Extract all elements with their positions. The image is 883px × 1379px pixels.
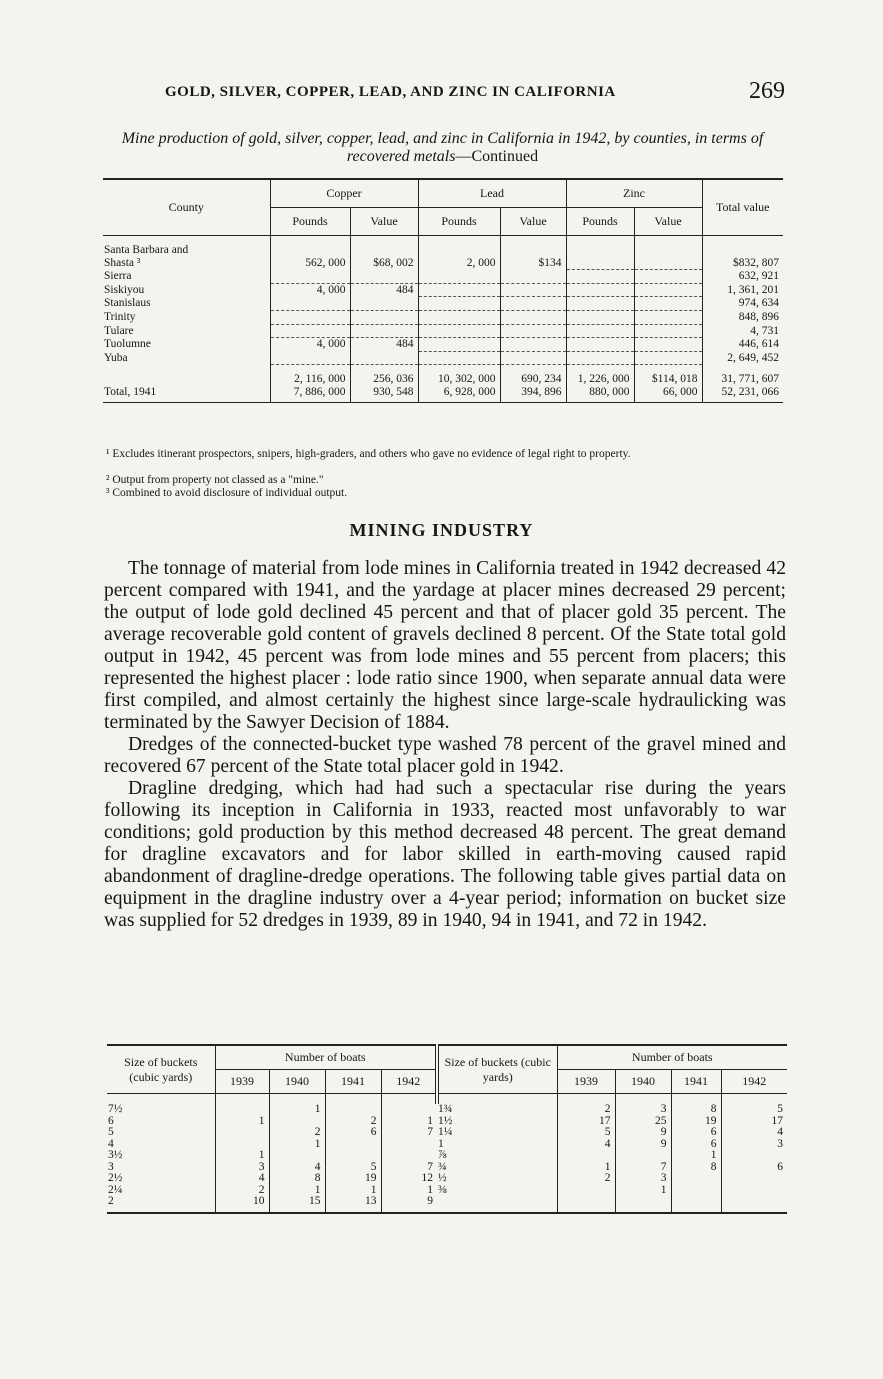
value-cell: $114, 018 [634, 373, 702, 386]
bucket-size-cell: ⅞ [438, 1149, 447, 1161]
caption-text: Mine production of gold, silver, copper, lead, and zinc in California in 1942, by counties, in terms of recovered metals [121, 130, 764, 165]
header-pounds: Pounds [270, 208, 350, 236]
boat-count-cell: 4 [557, 1139, 615, 1151]
running-head [165, 78, 785, 104]
value-cell [634, 297, 702, 311]
boat-count-cell: 1 [215, 1116, 269, 1128]
boat-count-cell: 12 [381, 1173, 437, 1185]
value-cell [350, 244, 418, 257]
value-cell [702, 244, 783, 257]
bucket-size-cell: 4 [108, 1137, 114, 1150]
value-cell [350, 351, 418, 365]
boat-count-cell: 15 [269, 1196, 325, 1213]
value-cell [500, 297, 566, 311]
table-row [107, 1139, 787, 1151]
section-title: MINING INDUSTRY [349, 520, 534, 540]
paragraph: Dredges of the connected-bucket type washed 78 percent of the gravel mined and recovered 67 percent of the State total placer gold in 1942. [104, 734, 786, 777]
header-year: 1942 [381, 1070, 437, 1094]
bucket-size-cell: 2½ [108, 1172, 123, 1184]
value-cell: $134 [500, 257, 566, 270]
bucket-size-cell: 2 [107, 1196, 215, 1213]
header-year: 1940 [615, 1070, 671, 1094]
value-cell [634, 270, 702, 284]
header-value: Value [500, 208, 566, 236]
dragline-table-body [107, 1094, 787, 1213]
header-pounds: Pounds [418, 208, 500, 236]
boat-count-cell [381, 1104, 437, 1116]
value-cell [500, 351, 566, 365]
boat-count-cell: 1 [215, 1150, 269, 1162]
table-row [107, 1127, 787, 1139]
bucket-size-cell: 3½ [108, 1149, 123, 1161]
table-row [103, 257, 783, 270]
boat-count-cell: 1 [381, 1185, 437, 1197]
header-year: 1942 [721, 1070, 787, 1094]
bucket-size-cell [437, 1196, 557, 1213]
header-lead: Lead [418, 179, 566, 208]
value-cell [634, 324, 702, 338]
value-cell: 2, 116, 000 [270, 373, 350, 386]
boat-count-cell: 6 [325, 1127, 381, 1139]
value-cell [418, 324, 500, 338]
bucket-size-cell: 2¼ [108, 1183, 123, 1196]
boat-count-cell: 6 [671, 1139, 721, 1151]
value-cell [418, 338, 500, 352]
boat-count-cell: 7 [615, 1162, 671, 1174]
value-cell [634, 244, 702, 257]
value-cell: $832, 807 [702, 257, 783, 270]
boat-count-cell [721, 1150, 787, 1162]
boat-count-cell: 8 [671, 1162, 721, 1174]
header-value: Value [350, 208, 418, 236]
boat-count-cell: 3 [721, 1139, 787, 1151]
boat-count-cell [557, 1196, 615, 1213]
value-cell [566, 338, 634, 352]
footnote-3: ³ Combined to avoid disclosure of individual output. [106, 487, 348, 499]
value-cell [566, 324, 634, 338]
header-pounds: Pounds [566, 208, 634, 236]
value-cell: 2, 000 [418, 257, 500, 270]
header-year: 1939 [215, 1070, 269, 1094]
boat-count-cell [381, 1139, 437, 1151]
value-cell [270, 310, 350, 324]
caption-suffix: —Continued [455, 148, 539, 165]
county-cell: Tulare [104, 324, 134, 337]
value-cell: 484 [350, 283, 418, 297]
header-year: 1941 [325, 1070, 381, 1094]
value-cell: 52, 231, 066 [702, 386, 783, 402]
footnote-1: ¹ Excludes itinerant prospectors, snipers, high-graders, and others who gave no evidence of legal right to property. [106, 448, 631, 460]
value-cell: 690, 234 [500, 373, 566, 386]
value-cell [566, 297, 634, 311]
table-row [107, 1196, 787, 1213]
value-cell [634, 283, 702, 297]
boat-count-cell: 3 [615, 1104, 671, 1116]
county-cell: Total, 1941 [103, 386, 270, 402]
value-cell: 10, 302, 000 [418, 373, 500, 386]
boat-count-cell: 2 [557, 1104, 615, 1116]
boat-count-cell: 5 [557, 1127, 615, 1139]
running-head-title: GOLD, SILVER, COPPER, LEAD, AND ZINC IN CALIFORNIA [165, 84, 616, 100]
value-cell [418, 351, 500, 365]
header-county: County [103, 179, 270, 236]
boat-count-cell: 25 [615, 1116, 671, 1128]
boat-count-cell: 4 [269, 1162, 325, 1174]
boat-count-cell [721, 1173, 787, 1185]
value-cell [500, 270, 566, 284]
value-cell [418, 297, 500, 311]
boat-count-cell [721, 1196, 787, 1213]
boat-count-cell: 17 [557, 1116, 615, 1128]
bucket-size-cell: 1¼ [438, 1126, 453, 1138]
boat-count-cell: 4 [215, 1173, 269, 1185]
boat-count-cell [557, 1185, 615, 1197]
bucket-size-cell: 5 [108, 1126, 114, 1138]
boat-count-cell [671, 1173, 721, 1185]
boat-count-cell: 1 [269, 1104, 325, 1116]
boat-count-cell [615, 1150, 671, 1162]
boat-count-cell: 5 [721, 1104, 787, 1116]
value-cell [634, 338, 702, 352]
boat-count-cell [615, 1196, 671, 1213]
value-cell: 2, 649, 452 [702, 351, 783, 365]
value-cell: 4, 000 [270, 283, 350, 297]
value-cell: 4, 000 [270, 338, 350, 352]
boat-count-cell [269, 1150, 325, 1162]
value-cell [566, 270, 634, 284]
table-row [103, 310, 783, 324]
county-cell: Stanislaus [104, 297, 151, 310]
boat-count-cell [215, 1127, 269, 1139]
value-cell: 848, 896 [702, 310, 783, 324]
value-cell [418, 283, 500, 297]
value-cell [270, 244, 350, 257]
header-bucket-size: Size of buckets (cubic yards) [107, 1045, 215, 1094]
value-cell: 484 [350, 338, 418, 352]
boat-count-cell: 9 [615, 1139, 671, 1151]
county-cell: Siskiyou [104, 283, 145, 296]
bucket-size-cell: 1¾ [438, 1103, 453, 1115]
boat-count-cell: 8 [671, 1104, 721, 1116]
value-cell: 1, 361, 201 [702, 283, 783, 297]
boat-count-cell [381, 1150, 437, 1162]
paragraph: Dragline dredging, which had had such a spectacular rise during the years following its inception in California in 1933, reacted most unfavorably to war conditions; gold production by this method decreased 48 percent. The great demand for dragline excavators and for labor skilled in earth-moving caused rapid abandonment of dragline-dredge operations. The following table gives partial data on equipment in the dragline industry over a 4-year period; information on bucket size was supplied for 52 dredges in 1939, 89 in 1940, 94 in 1941, and 72 in 1942. [104, 778, 786, 931]
bucket-size-cell: 1 [438, 1137, 444, 1150]
value-cell [418, 270, 500, 284]
footnote-2: ² Output from property not classed as a "mine." [106, 474, 324, 486]
value-cell: 1, 226, 000 [566, 373, 634, 386]
header-copper: Copper [270, 179, 418, 208]
boat-count-cell [325, 1150, 381, 1162]
boat-count-cell: 7 [381, 1127, 437, 1139]
value-cell [350, 270, 418, 284]
table-row [107, 1150, 787, 1162]
boat-count-cell: 9 [615, 1127, 671, 1139]
boat-count-cell [215, 1104, 269, 1116]
boat-count-cell: 2 [557, 1173, 615, 1185]
boat-count-cell: 19 [325, 1173, 381, 1185]
boat-count-cell [721, 1185, 787, 1197]
table-row [107, 1104, 787, 1116]
county-cell: Shasta ³ [104, 256, 141, 269]
boat-count-cell: 1 [671, 1150, 721, 1162]
header-zinc: Zinc [566, 179, 702, 208]
total-row [103, 373, 783, 386]
boat-count-cell: 6 [671, 1127, 721, 1139]
county-cell: Sierra [104, 270, 132, 283]
value-cell [634, 351, 702, 365]
header-total-value: Total value [702, 179, 783, 236]
boat-count-cell: 1 [615, 1185, 671, 1197]
boat-count-cell: 10 [215, 1196, 269, 1213]
value-cell [270, 270, 350, 284]
boat-count-cell: 8 [269, 1173, 325, 1185]
value-cell [500, 244, 566, 257]
page-number: 269 [749, 78, 785, 104]
value-cell [566, 351, 634, 365]
bucket-size-cell: 1½ [438, 1114, 453, 1127]
value-cell [270, 297, 350, 311]
value-cell: 7, 886, 000 [270, 386, 350, 402]
table-row [107, 1162, 787, 1174]
value-cell [500, 324, 566, 338]
value-cell [270, 324, 350, 338]
value-cell: 31, 771, 607 [702, 373, 783, 386]
value-cell [418, 244, 500, 257]
value-cell [418, 310, 500, 324]
value-cell: $68, 002 [350, 257, 418, 270]
body-text [104, 558, 786, 932]
dragline-boats-table [107, 1044, 787, 1214]
table-row [103, 324, 783, 338]
header-number-of-boats: Number of boats [215, 1045, 437, 1070]
value-cell [566, 310, 634, 324]
boat-count-cell: 13 [325, 1196, 381, 1213]
table-row [103, 244, 783, 257]
table-row [107, 1173, 787, 1185]
boat-count-cell: 1 [381, 1116, 437, 1128]
value-cell [350, 310, 418, 324]
value-cell [350, 324, 418, 338]
table-row [103, 283, 783, 297]
boat-count-cell [325, 1139, 381, 1151]
table-caption [100, 130, 785, 166]
value-cell: 6, 928, 000 [418, 386, 500, 402]
value-cell: 880, 000 [566, 386, 634, 402]
boat-count-cell [557, 1150, 615, 1162]
boat-count-cell: 4 [721, 1127, 787, 1139]
production-table [103, 178, 783, 403]
paragraph: The tonnage of material from lode mines in California treated in 1942 decreased 42 percent compared with 1941, and the yardage at placer mines decreased 29 percent; the output of lode gold declined 45 percent and that of placer gold 35 percent. The average recoverable gold content of gravels declined 8 percent. Of the State total gold output in 1942, 45 percent was from lode mines and 55 percent from placers; this represented the highest placer : lode ratio since 1900, when separate annual data were first compiled, and almost certainly the highest since large-scale hydraulicking was terminated by the Sawyer Decision of 1884. [104, 558, 786, 733]
value-cell [270, 351, 350, 365]
boat-count-cell [671, 1196, 721, 1213]
boat-count-cell: 19 [671, 1116, 721, 1128]
value-cell: 66, 000 [634, 386, 702, 402]
boat-count-cell [671, 1185, 721, 1197]
value-cell: 930, 548 [350, 386, 418, 402]
table-row [103, 338, 783, 352]
value-cell [634, 310, 702, 324]
boat-count-cell: 6 [721, 1162, 787, 1174]
header-value: Value [634, 208, 702, 236]
bucket-size-cell: 7½ [108, 1103, 123, 1115]
value-cell [566, 244, 634, 257]
header-year: 1941 [671, 1070, 721, 1094]
value-cell: 562, 000 [270, 257, 350, 270]
bucket-size-cell: 3 [108, 1160, 114, 1173]
boat-count-cell: 3 [615, 1173, 671, 1185]
value-cell: 974, 634 [702, 297, 783, 311]
table-row [103, 297, 783, 311]
value-cell [500, 338, 566, 352]
boat-count-cell: 7 [381, 1162, 437, 1174]
boat-count-cell: 1 [269, 1139, 325, 1151]
value-cell: 256, 036 [350, 373, 418, 386]
value-cell [634, 257, 702, 270]
value-cell: 632, 921 [702, 270, 783, 284]
boat-count-cell [325, 1104, 381, 1116]
header-year: 1940 [269, 1070, 325, 1094]
value-cell [500, 283, 566, 297]
county-cell: Trinity [104, 310, 136, 323]
header-bucket-size: Size of buckets (cubic yards) [437, 1045, 557, 1094]
bucket-size-cell: ¾ [438, 1160, 447, 1173]
boat-count-cell: 2 [215, 1185, 269, 1197]
county-cell: Yuba [104, 351, 128, 364]
value-cell: 394, 896 [500, 386, 566, 402]
production-table-body [103, 236, 783, 403]
boat-count-cell: 1 [557, 1162, 615, 1174]
boat-count-cell: 2 [269, 1127, 325, 1139]
value-cell [350, 297, 418, 311]
value-cell: 4, 731 [702, 324, 783, 338]
value-cell [566, 283, 634, 297]
boat-count-cell: 1 [325, 1185, 381, 1197]
boat-count-cell: 3 [215, 1162, 269, 1174]
bucket-size-cell: ½ [438, 1172, 447, 1184]
county-cell: Tuolumne [104, 338, 151, 351]
boat-count-cell: 17 [721, 1116, 787, 1128]
boat-count-cell: 1 [269, 1185, 325, 1197]
boat-count-cell: 5 [325, 1162, 381, 1174]
county-cell [103, 373, 270, 386]
header-year: 1939 [557, 1070, 615, 1094]
boat-count-cell: 2 [325, 1116, 381, 1128]
county-cell: Santa Barbara and [104, 244, 189, 256]
value-cell [566, 257, 634, 270]
bucket-size-cell: ⅜ [438, 1183, 447, 1196]
table-row [103, 270, 783, 284]
table-row [107, 1185, 787, 1197]
header-number-of-boats: Number of boats [557, 1045, 787, 1070]
total-row [103, 386, 783, 402]
value-cell [500, 310, 566, 324]
bucket-size-cell: 6 [108, 1114, 114, 1127]
table-row [103, 351, 783, 365]
value-cell: 446, 614 [702, 338, 783, 352]
boat-count-cell: 9 [381, 1196, 437, 1213]
